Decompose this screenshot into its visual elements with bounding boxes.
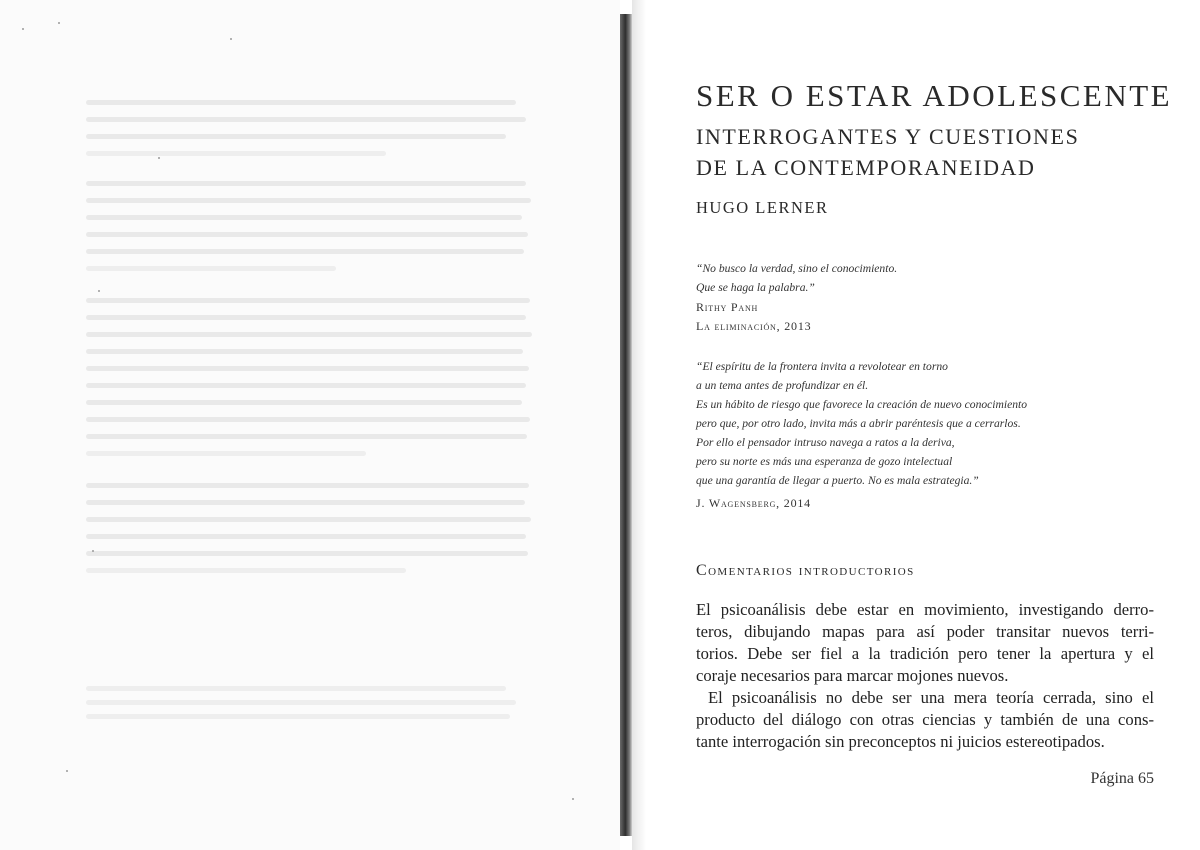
body-text-line: tante interrogación sin preconceptos ni juicios estereotipados.	[696, 732, 1105, 751]
bleed-through-line	[86, 315, 526, 320]
chapter-subtitle-line-1: INTERROGANTES Y CUESTIONES	[696, 124, 1080, 149]
body-text-line: producto del diálogo con otras ciencias y también de una cons-	[696, 710, 1154, 729]
epigraph-2-line: Por ello el pensador intruso navega a ratos a la deriva,	[696, 436, 955, 449]
epigraph-2-line: Es un hábito de riesgo que favorece la creación de nuevo conocimiento	[696, 398, 1028, 411]
bleed-through-line	[86, 117, 526, 122]
scan-speck	[22, 28, 24, 30]
bleed-through-line	[86, 500, 525, 505]
bleed-through-line	[86, 100, 516, 105]
author-name: HUGO LERNER	[696, 198, 829, 217]
body-text-line: El psicoanálisis no debe ser una mera teoría cerrada, sino el	[708, 688, 1154, 707]
bleed-through-line	[86, 686, 506, 691]
section-heading: Comentarios introductorios	[696, 562, 915, 579]
bleed-through-line	[86, 483, 529, 488]
bleed-through-line	[86, 134, 506, 139]
bleed-through-line	[86, 266, 336, 271]
epigraph-2-line: a un tema antes de profundizar en él.	[696, 379, 869, 392]
bleed-through-line	[86, 700, 516, 705]
epigraph-2-line: que una garantía de llegar a puerto. No es mala estrategia.”	[696, 474, 979, 487]
chapter-subtitle-line-2: DE LA CONTEMPORANEIDAD	[696, 155, 1036, 180]
scan-speck	[66, 770, 68, 772]
bleed-through-line	[86, 366, 529, 371]
bleed-through-line	[86, 249, 524, 254]
scan-speck	[230, 38, 232, 40]
scan-speck	[92, 550, 94, 552]
bleed-through-line	[86, 517, 531, 522]
bleed-through-line	[86, 551, 528, 556]
body-text-line: teros, dibujando mapas para así poder transitar nuevos terri-	[696, 622, 1154, 641]
body-text-line: coraje necesarios para marcar mojones nuevos.	[696, 666, 1009, 685]
epigraph-2-source: J. Wagensberg, 2014	[696, 496, 811, 510]
body-text-line: torios. Debe ser fiel a la tradición pero tener la apertura y el	[696, 644, 1154, 663]
bleed-through-line	[86, 534, 526, 539]
bleed-through-line	[86, 400, 522, 405]
epigraph-1-source: Rithy Panh	[696, 300, 759, 314]
epigraph-1-line: Que se haga la palabra.”	[696, 281, 815, 294]
bleed-through-line	[86, 417, 530, 422]
scan-speck	[158, 157, 160, 159]
body-text-line: El psicoanálisis debe estar en movimiento, investigando derro-	[696, 600, 1154, 619]
bleed-through-line	[86, 434, 527, 439]
bleed-through-line	[86, 568, 406, 573]
epigraph-1-line: “No busco la verdad, sino el conocimiento.	[696, 262, 898, 275]
epigraph-2-line: “El espíritu de la frontera invita a revolotear en torno	[696, 360, 948, 373]
bleed-through-line	[86, 232, 528, 237]
bleed-through-line	[86, 714, 510, 719]
epigraph-2-line: pero su norte es más una esperanza de gozo intelectual	[696, 455, 953, 468]
bleed-through-line	[86, 215, 522, 220]
bleed-through-line	[86, 332, 532, 337]
bleed-through-line	[86, 383, 526, 388]
scan-speck	[572, 798, 574, 800]
bleed-through-line	[86, 181, 526, 186]
scan-speck	[98, 290, 100, 292]
page-number: Página 65	[1090, 770, 1154, 787]
gutter-shade	[632, 0, 646, 850]
epigraph-2-line: pero que, por otro lado, invita más a abrir paréntesis que a cerrarlos.	[696, 417, 1021, 430]
scan-speck	[58, 22, 60, 24]
bleed-through-line	[86, 451, 366, 456]
book-binding-shadow	[620, 14, 632, 836]
bleed-through-line	[86, 198, 531, 203]
epigraph-1-source: La eliminación, 2013	[696, 319, 812, 333]
chapter-title: SER O ESTAR ADOLESCENTE	[696, 78, 1173, 113]
bleed-through-line	[86, 349, 523, 354]
right-page	[646, 0, 1200, 850]
bleed-through-line	[86, 151, 386, 156]
bleed-through-line	[86, 298, 530, 303]
